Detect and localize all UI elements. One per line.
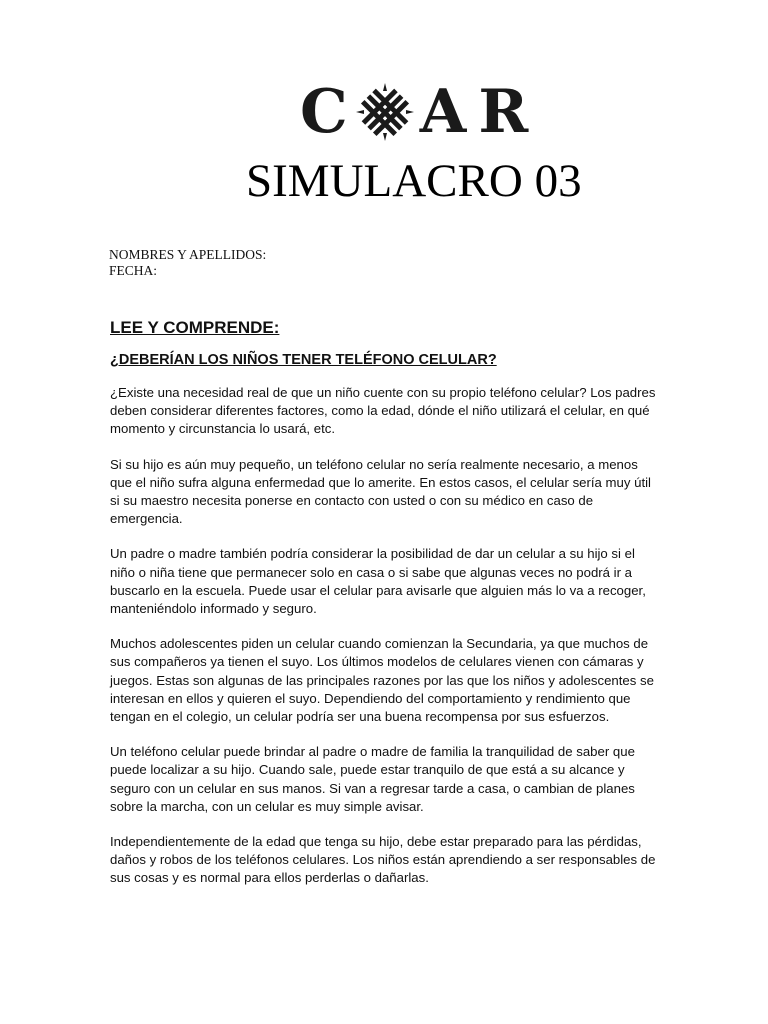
coar-logo — [300, 77, 560, 147]
section-heading: LEE Y COMPRENDE: — [110, 318, 280, 337]
logo-letter-a: A — [419, 77, 469, 147]
article-body — [110, 384, 658, 905]
logo-letter-c: C — [300, 77, 350, 147]
paragraph: Un padre o madre también podría considerar la posibilidad de dar un celular a su hijo si el niño o niña tiene que permanecer solo en casa o si sabe que algunas veces no podrá ir a buscarlo en la escuela. Puede usar el celular para avisarle que alguien más lo va a recoger, manteniéndolo informado y seguro. — [110, 546, 646, 617]
paragraph: Un teléfono celular puede brindar al padre o madre de familia la tranquilidad de saber que puede localizar a su hijo. Cuando sale, puede estar tranquilo de que está a su alcance y seguro con un celular en sus manos. Si van a regresar tarde a casa, o cambian de planes sobre la marcha, con un celular es muy simple avisar. — [110, 744, 635, 814]
logo-letter-r: R — [478, 77, 531, 147]
date-field-label: FECHA: — [109, 263, 158, 278]
article-title: ¿DEBERÍAN LOS NIÑOS TENER TELÉFONO CELULAR? — [110, 352, 497, 368]
student-fields — [109, 247, 266, 279]
paragraph: Si su hijo es aún muy pequeño, un teléfono celular no sería realmente necesario, a menos que el niño sufra alguna enfermedad que lo amerite. En estos casos, el celular sería muy útil si su maestro necesita ponerse en contacto con usted o con su médico en caso de emergencia. — [110, 456, 651, 527]
page-title: SIMULACRO 03 — [246, 155, 582, 207]
paragraph: Independientemente de la edad que tenga su hijo, debe estar preparado para las pérdidas, daños y robos de los teléfonos celulares. Los niños están aprendiendo a ser responsables de sus cosas y es normal para ellos perderlas o dañarlas. — [110, 834, 656, 886]
paragraph: Muchos adolescentes piden un celular cuando comienzan la Secundaria, ya que muchos de sus compañeros ya tienen el suyo. Los últimos modelos de celulares vienen con cámaras y juegos. Estas son algunas de las principales razones por las que los niños y adolescentes se interesan en ellos y quieren el suyo. Dependiendo del comportamiento y rendimiento que tengan en el colegio, un celular podría ser una buena recompensa por sus esfuerzos. — [110, 636, 654, 725]
paragraph: ¿Existe una necesidad real de que un niño cuente con su propio teléfono celular? Los padres deben considerar diferentes factores, como la edad, dónde el niño utilizará el celular, en qué momento y circunstancia lo usará, etc. — [110, 385, 656, 437]
names-field-label: NOMBRES Y APELLIDOS: — [109, 247, 267, 262]
woven-knot-icon — [356, 83, 414, 141]
